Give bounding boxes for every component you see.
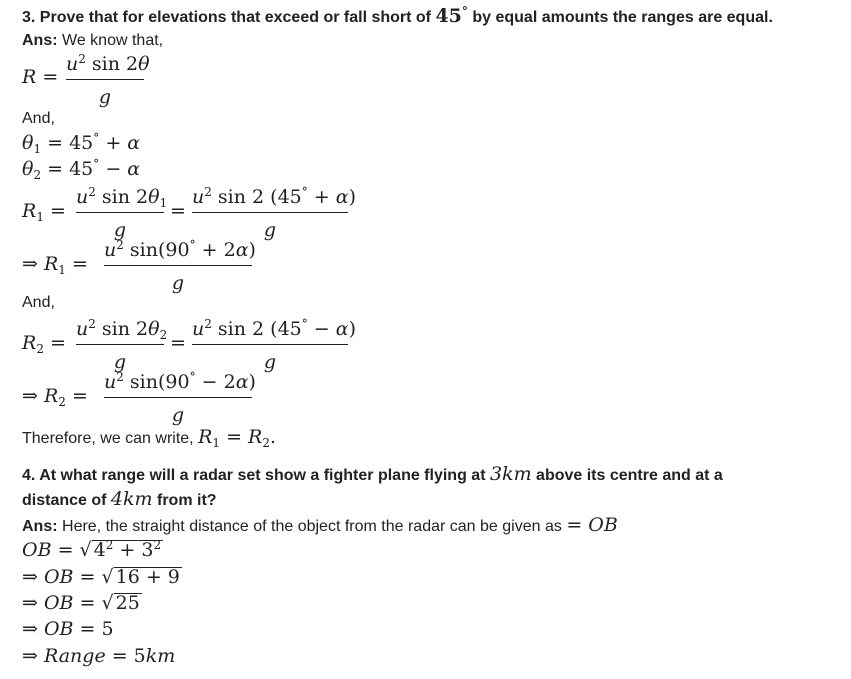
fraction-denominator: g xyxy=(263,219,277,241)
ans-text: Here, the straight distance of the object from the radar can be given as xyxy=(62,518,562,535)
question-text: distance of xyxy=(22,492,107,509)
question-text-after: above its centre and at a xyxy=(536,467,723,484)
range-result: ⇒ Range = 5km xyxy=(22,645,176,667)
fraction-numerator: $u^2$ sin(90° + 2α) xyxy=(104,238,256,261)
fraction-numerator: $u^2$ sin 2 (45° − α) xyxy=(192,317,357,340)
r2-implies-label: ⇒ $R_2$ = xyxy=(22,385,88,409)
ob-equation-2: ⇒ OB = √ 16 + 9 xyxy=(22,566,180,588)
answer-intro-q4 xyxy=(22,514,618,536)
fraction-numerator: $u^2$ sin 2θ xyxy=(66,52,150,75)
r2-fraction-c xyxy=(104,370,256,426)
equals-sign: = xyxy=(170,332,186,354)
fraction-denominator: g xyxy=(113,219,127,241)
angle-value: 45 xyxy=(435,5,462,27)
question-text: At what range will a radar set show a fighter plane flying at xyxy=(39,467,486,484)
r1-implies-label: ⇒ $R_1$ = xyxy=(22,253,88,277)
theta2-equation: $\theta_2 = 45^\circ - \alpha$ xyxy=(22,157,141,182)
and-label-2: And, xyxy=(22,294,55,311)
question-text: Prove that for elevations that exceed or fall short of xyxy=(39,9,431,26)
fraction-bar xyxy=(192,212,348,213)
angle-45 xyxy=(435,5,467,27)
fraction-numerator: $u^2$ sin 2 (45° + α) xyxy=(192,185,357,208)
fraction-bar xyxy=(104,265,252,266)
r-equal-math: $R_1 = R_2$. xyxy=(198,426,277,450)
ob-equation-4: ⇒ OB = 5 xyxy=(22,618,114,640)
range-fraction xyxy=(66,52,150,108)
fraction-bar xyxy=(76,344,164,345)
fraction-bar xyxy=(76,212,164,213)
ob-equation-1: OB = √ $4^2 + 3^2$ xyxy=(22,538,162,561)
fraction-numerator: $u^2$ sin(90° − 2α) xyxy=(104,370,256,393)
ob-math: = OB xyxy=(566,514,618,536)
r1-fraction-c xyxy=(104,238,256,294)
therefore-line xyxy=(22,426,276,448)
degree-sign: ° xyxy=(461,4,468,18)
fraction-bar xyxy=(66,79,144,80)
r1-fraction-b xyxy=(192,185,357,241)
and-label-1: And, xyxy=(22,110,55,127)
fraction-numerator: $u^2$ $\sin 2\theta_1$ xyxy=(76,185,168,210)
r2-fraction-b xyxy=(192,317,357,373)
r1-fraction-a xyxy=(76,185,168,241)
r2-fraction-a xyxy=(76,317,168,373)
question-number: 3. xyxy=(22,9,36,26)
fraction-numerator: $u^2$ $\sin 2\theta_2$ xyxy=(76,317,168,342)
ans-text: We know that, xyxy=(62,32,164,49)
answer-intro-q3 xyxy=(22,32,163,50)
equals-sign: = xyxy=(170,200,186,222)
fraction-denominator: g xyxy=(98,86,112,108)
question-text-after: from it? xyxy=(157,492,217,509)
ans-label: Ans: xyxy=(22,32,58,49)
ob-equation-3: ⇒ OB = √ 25 xyxy=(22,592,140,614)
r1-label: $R_1$ = xyxy=(22,200,66,224)
therefore-text: Therefore, we can write, xyxy=(22,430,194,447)
fraction-denominator: g xyxy=(113,351,127,373)
question-3-heading xyxy=(22,5,773,27)
ans-label: Ans: xyxy=(22,518,58,535)
fraction-denominator: g xyxy=(171,272,185,294)
question-4-line-2 xyxy=(22,488,217,510)
fraction-denominator: g xyxy=(263,351,277,373)
question-text-after: by equal amounts the ranges are equal. xyxy=(472,9,773,26)
question-number: 4. xyxy=(22,467,36,484)
distance-value: 4km xyxy=(110,488,153,510)
r2-label: $R_2$ = xyxy=(22,332,66,356)
range-formula: R = xyxy=(22,66,59,88)
theta1-equation: $\theta_1 = 45^\circ + \alpha$ xyxy=(22,131,141,156)
fraction-denominator: g xyxy=(171,404,185,426)
question-4-line-1 xyxy=(22,463,723,485)
height-value: 3km xyxy=(489,463,532,485)
fraction-bar xyxy=(104,397,252,398)
fraction-bar xyxy=(192,344,348,345)
